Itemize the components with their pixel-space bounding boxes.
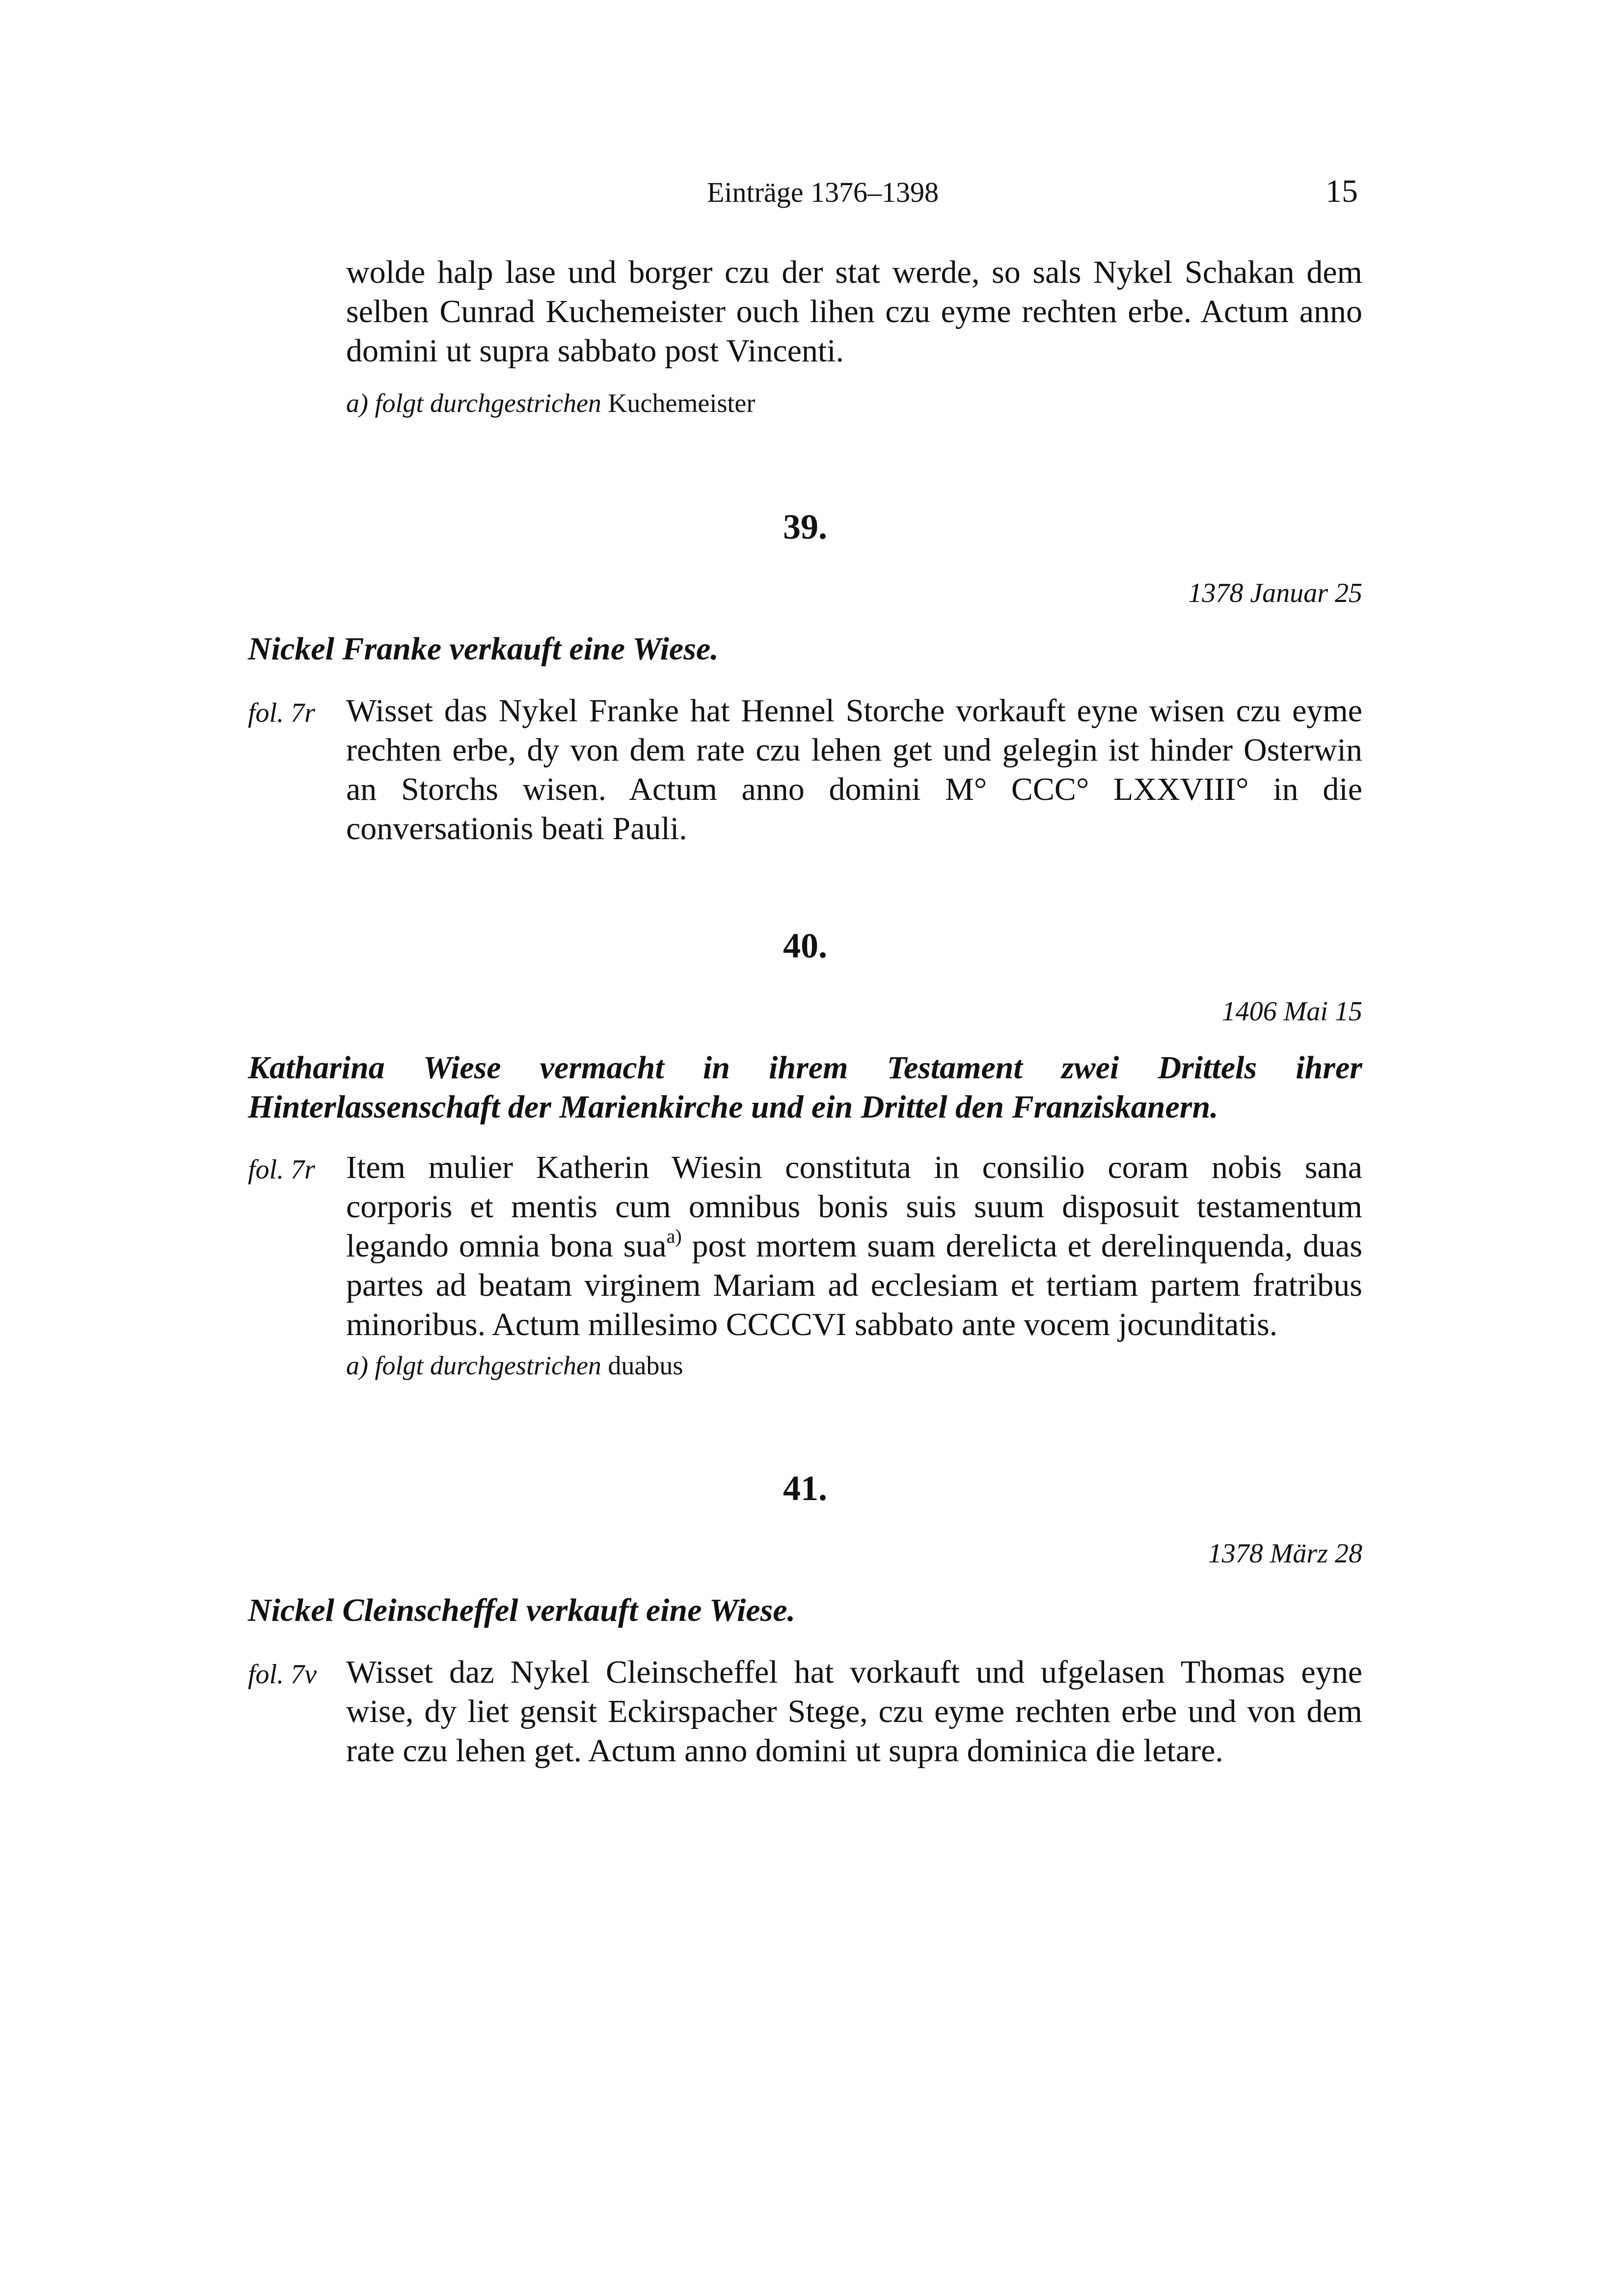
heading-line: Hinterlassenschaft der Marienkirche und ein Drittel den Franziskanern. <box>248 1089 1218 1125</box>
footnote-text: Kuchemeister <box>608 388 756 418</box>
entry-heading <box>248 629 1362 669</box>
text-line: minoribus. Actum millesimo CCCCVI sabbato ante vocem jocunditatis. <box>346 1307 1278 1342</box>
footnote-marker: a) <box>666 1225 682 1247</box>
text-line: domini ut supra sabbato post Vincenti. <box>346 333 844 369</box>
continuation-paragraph <box>346 253 1362 371</box>
text-line: wolde halp lase und borger czu der stat werde, so sals Nykel Schakan dem <box>346 254 1362 290</box>
text-segment: legando omnia bona sua <box>346 1228 667 1264</box>
text-line: Wisset das Nykel Franke hat Hennel Storche vorkauft eyne wisen czu eyme <box>346 693 1362 729</box>
entry-number: 41. <box>783 1469 827 1508</box>
text-line: Item mulier Katherin Wiesin constituta in consilio coram nobis sana <box>346 1149 1362 1185</box>
heading-line: Nickel Franke verkauft eine Wiese. <box>248 631 719 667</box>
page-number: 15 <box>1325 173 1358 209</box>
text-line: wise, dy liet gensit Eckirspacher Stege, czu eyme rechten erbe und von dem <box>346 1694 1362 1729</box>
running-title: Einträge 1376–1398 <box>707 176 939 208</box>
folio-reference: fol. 7r <box>248 698 315 728</box>
footnote-text: duabus <box>608 1351 683 1380</box>
entry-date: 1406 Mai 15 <box>1221 996 1362 1027</box>
footnote-label: a) folgt durchgestrichen <box>346 1351 601 1380</box>
text-line: conversationis beati Pauli. <box>346 811 687 847</box>
entry-number: 40. <box>783 926 827 965</box>
footnote <box>346 1350 683 1381</box>
heading-line: Katharina Wiese vermacht in ihrem Testament zwei Drittels ihrer <box>248 1050 1362 1086</box>
entry-text <box>346 1653 1362 1771</box>
text-line: selben Cunrad Kuchemeister ouch lihen czu eyme rechten erbe. Actum anno <box>346 294 1362 329</box>
text-line: partes ad beatam virginem Mariam ad ecclesiam et tertiam partem fratribus <box>346 1267 1362 1303</box>
text-line: rechten erbe, dy von dem rate czu lehen get und gelegin ist hinder Osterwin <box>346 732 1362 768</box>
text-segment: post mortem suam derelicta et derelinquenda, duas <box>692 1228 1363 1264</box>
text-line: corporis et mentis cum omnibus bonis suis suum disposuit testamentum <box>346 1189 1362 1225</box>
heading-line: Nickel Cleinscheffel verkauft eine Wiese. <box>248 1592 796 1628</box>
entry-number: 39. <box>783 507 827 547</box>
entry-text <box>346 1148 1362 1344</box>
footnote <box>346 388 755 418</box>
text-line: an Storchs wisen. Actum anno domini M° CCC° LXXVIII° in die <box>346 771 1362 807</box>
entry-heading <box>248 1048 1362 1127</box>
folio-reference: fol. 7r <box>248 1154 315 1185</box>
text-line: Wisset daz Nykel Cleinscheffel hat vorkauft und ufgelasen Thomas eyne <box>346 1654 1362 1690</box>
folio-reference: fol. 7v <box>248 1659 317 1690</box>
text-line: rate czu lehen get. Actum anno domini ut supra dominica die letare. <box>346 1733 1223 1769</box>
entry-heading <box>248 1591 1362 1630</box>
entry-text <box>346 691 1362 848</box>
entry-date: 1378 März 28 <box>1208 1538 1362 1569</box>
footnote-label: a) folgt durchgestrichen <box>346 388 601 418</box>
text-line <box>346 1227 1362 1266</box>
entry-date: 1378 Januar 25 <box>1188 578 1362 608</box>
